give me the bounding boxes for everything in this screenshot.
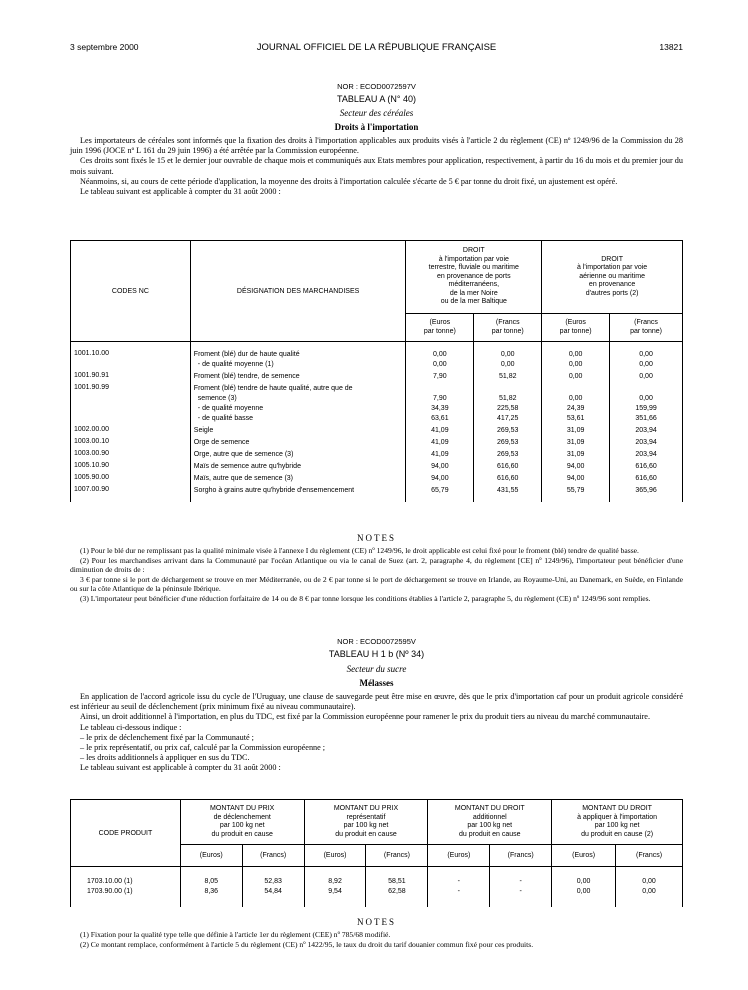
value: 51,82 xyxy=(498,395,517,402)
cell-code xyxy=(71,484,191,502)
value: 159,99 xyxy=(635,405,657,412)
value: 616,60 xyxy=(635,475,657,482)
value: 351,66 xyxy=(635,415,657,422)
cell-value xyxy=(610,436,683,448)
designation-line: - de qualité moyenne xyxy=(197,405,264,412)
value: 203,94 xyxy=(635,439,657,446)
paragraph: Ces droits sont fixés le 15 et le dernier jour ouvrable de chaque mois et communiqués aux Etats membres pour application, respectivement, à partir du 16 du mois et du premier jour du mois suivant. xyxy=(70,156,683,176)
col-header-representative-price: MONTANT DU PRIX représentatif par 100 kg net du produit en cause xyxy=(304,800,428,845)
cell-code xyxy=(71,472,191,484)
value: 34,39 xyxy=(431,405,449,412)
unit-francs: (Francs par tonne) xyxy=(610,314,683,342)
value: 0,00 xyxy=(500,351,515,358)
cell-value xyxy=(474,382,542,424)
cell-value: 0,00 xyxy=(616,867,683,888)
table-header-row xyxy=(71,800,683,845)
note: (1) Fixation pour la qualité type telle que définie à l'article 1er du règlement (CEE) nº 785/68 modifié. xyxy=(80,930,391,939)
cell-value xyxy=(406,424,474,436)
paragraph: Le tableau suivant est applicable à compter du 31 août 2000 : xyxy=(80,187,281,197)
value: 431,55 xyxy=(497,487,519,494)
value: 55,79 xyxy=(566,487,585,494)
value: 365,96 xyxy=(635,487,657,494)
cell-value xyxy=(406,460,474,472)
table-row xyxy=(71,460,683,472)
unit-francs: (Francs) xyxy=(366,845,428,867)
list-item: – le prix représentatif, ou prix caf, calculé par la Commission européenne ; xyxy=(80,743,326,753)
section1-nor: NOR : ECOD0072597V xyxy=(337,82,416,91)
cell-value xyxy=(610,424,683,436)
paragraph: En application de l'accord agricole issu du cycle de l'Uruguay, une clause de sauvegarde peut être mise en œuvre, dès que le prix d'importation caf pour un produit agricole considéré est inférieur au seuil de déclenchement (prix minimum fixé au niveau communautaire). xyxy=(70,692,683,712)
cereals-import-duties-table xyxy=(70,240,683,502)
cell-value xyxy=(406,370,474,382)
value: 269,53 xyxy=(497,427,519,434)
nc-code: 1002.00.00 xyxy=(74,426,110,433)
table-row xyxy=(71,370,683,382)
cell-value xyxy=(542,484,610,502)
designation-line: Orge de semence xyxy=(193,439,250,446)
table-row xyxy=(71,448,683,460)
section2-notes-title: NOTES xyxy=(357,917,396,927)
col-header-code-produit: CODE PRODUIT xyxy=(71,800,181,867)
col-header-designation: DÉSIGNATION DES MARCHANDISES xyxy=(190,241,406,342)
cell-value xyxy=(474,342,542,371)
value: 0,00 xyxy=(568,361,583,368)
cell-value: 8,05 xyxy=(180,867,242,888)
header-page-number: 13821 xyxy=(659,42,683,52)
table-row xyxy=(71,887,683,907)
designation-line: Froment (blé) tendre, de semence xyxy=(193,373,300,380)
cell-code xyxy=(71,382,191,424)
value: 41,09 xyxy=(431,439,449,446)
cell-value: 8,92 xyxy=(304,867,366,888)
unit-euros: (Euros) xyxy=(552,845,616,867)
note: (3) L'importateur peut bénéficier d'une réduction forfaitaire de 14 ou de 8 € par tonne lorsque les conditions établies à l'article 2, paragraphe 5, du règlement (CE) nº 1249/96 sont remplies. xyxy=(80,593,651,603)
table-header-row xyxy=(71,241,683,314)
section2-subtitle: Mélasses xyxy=(359,678,394,688)
cell-value: - xyxy=(428,887,490,907)
cell-value xyxy=(406,382,474,424)
cell-value: 0,00 xyxy=(552,887,616,907)
col-header-codes: CODES NC xyxy=(71,241,191,342)
value: 7,90 xyxy=(433,395,447,402)
cell-designation xyxy=(190,472,406,484)
cell-value: - xyxy=(490,887,552,907)
paragraph: Les importateurs de céréales sont informés que la fixation des droits à l'importation applicables aux produits visés à l'article 2 du règlement (CE) nº 1249/96 de la Commission du 28 juin 1996 (JOCE nº L 161 du 29 juin 1996) a été arrêtée par la Commission européenne. xyxy=(70,136,683,156)
cell-code: 1703.90.00 (1) xyxy=(71,887,181,907)
cell-value xyxy=(542,460,610,472)
list-item: – les droits additionnels à appliquer en sus du TDC. xyxy=(80,753,250,763)
col-header-droit-mediterranean: DROIT à l'importation par voie terrestre, fluviale ou maritime en provenance de ports méditerranéens, de la mer Noire ou de la mer Baltique xyxy=(406,241,542,314)
paragraph: Ainsi, un droit additionnel à l'importation, en plus du TDC, est fixé par la Commission européenne pour ramener le prix du produit tiers au niveau du marché communautaire. xyxy=(80,712,650,722)
value: 616,60 xyxy=(497,463,519,470)
value: 0,00 xyxy=(568,395,583,402)
value: 269,53 xyxy=(497,439,519,446)
value: 7,90 xyxy=(433,373,447,380)
designation-line: semence (3) xyxy=(197,395,237,402)
designation-line: Maïs, autre que de semence (3) xyxy=(193,475,294,482)
value: 0,00 xyxy=(433,351,447,358)
value: 41,09 xyxy=(431,427,449,434)
paragraph: Néanmoins, si, au cours de cette période d'application, la moyenne des droits à l'importation calculée s'écarte de 5 € par tonne du droit fixé, un ajustement est opéré. xyxy=(80,176,618,186)
cell-code xyxy=(71,448,191,460)
value: 0,00 xyxy=(639,361,653,368)
cell-value xyxy=(406,448,474,460)
value: 65,79 xyxy=(431,487,449,494)
cell-value xyxy=(474,424,542,436)
designation-line: Seigle xyxy=(193,427,214,434)
cell-value: 58,51 xyxy=(366,867,428,888)
unit-euros: (Euros par tonne) xyxy=(542,314,610,342)
value xyxy=(613,384,679,394)
value: 31,09 xyxy=(566,451,585,458)
value xyxy=(477,384,538,394)
cell-value: 8,36 xyxy=(180,887,242,907)
molasses-table xyxy=(70,799,683,907)
section1-notes xyxy=(70,546,683,604)
cell-value: 9,54 xyxy=(304,887,366,907)
list-item: – le prix de déclenchement fixé par la Communauté ; xyxy=(80,732,254,742)
unit-francs: (Francs) xyxy=(490,845,552,867)
value: 203,94 xyxy=(635,451,657,458)
note: (1) Pour le blé dur ne remplissant pas la qualité minimale visée à l'annexe I du règlement (CE) nº 1249/96, le droit applicable est celui fixé pour le froment (blé) tendre de qualité basse. xyxy=(80,546,639,555)
value: 225,58 xyxy=(497,405,519,412)
section1-notes-title: NOTES xyxy=(357,533,396,543)
value: 94,00 xyxy=(431,475,449,482)
value: 616,60 xyxy=(497,475,519,482)
cell-value xyxy=(474,448,542,460)
table-row xyxy=(71,436,683,448)
col-header-additional-duty: MONTANT DU DROIT additionnel par 100 kg net du produit en cause xyxy=(428,800,552,845)
cell-value xyxy=(610,370,683,382)
value: 0,00 xyxy=(639,395,653,402)
cell-value xyxy=(542,448,610,460)
cell-value: - xyxy=(490,867,552,888)
cell-value xyxy=(610,472,683,484)
section2-sector: Secteur du sucre xyxy=(346,664,407,674)
section2-notes xyxy=(70,930,683,949)
cell-code xyxy=(71,460,191,472)
cell-code xyxy=(71,370,191,382)
cell-value xyxy=(406,342,474,371)
value: 417,25 xyxy=(497,415,519,422)
cell-designation xyxy=(190,382,406,424)
section1-subtitle: Droits à l'importation xyxy=(334,122,419,132)
table-row xyxy=(71,484,683,502)
cell-value xyxy=(610,382,683,424)
cell-value: 0,00 xyxy=(552,867,616,888)
unit-euros: (Euros) xyxy=(304,845,366,867)
designation-line: - de qualité moyenne (1) xyxy=(197,361,274,368)
nc-code: 1005.10.90 xyxy=(74,462,110,469)
cell-code xyxy=(71,342,191,371)
value: 94,00 xyxy=(566,475,585,482)
value: 63,61 xyxy=(431,415,449,422)
value: 94,00 xyxy=(431,463,449,470)
table-row xyxy=(71,424,683,436)
value: 51,82 xyxy=(498,373,517,380)
cell-value: 54,84 xyxy=(242,887,304,907)
cell-value xyxy=(610,460,683,472)
value: 0,00 xyxy=(568,373,583,380)
section2-intro xyxy=(70,692,683,774)
cell-value xyxy=(474,484,542,502)
cell-value xyxy=(610,342,683,371)
value: 0,00 xyxy=(639,351,653,358)
table-row xyxy=(71,342,683,371)
paragraph: Le tableau ci-dessous indique : xyxy=(80,722,182,732)
designation-line: - de qualité basse xyxy=(197,415,254,422)
cell-code xyxy=(71,436,191,448)
note: (2) Ce montant remplace, conformément à l'article 5 du règlement (CE) nº 1422/95, le taux du droit du tarif douanier commun fixé pour ces produits. xyxy=(80,939,534,949)
cell-value xyxy=(542,342,610,371)
cell-value xyxy=(474,436,542,448)
section1-title: TABLEAU A (N° 40) xyxy=(337,94,416,104)
value: 269,53 xyxy=(497,451,519,458)
cell-value xyxy=(542,370,610,382)
cell-code: 1703.10.00 (1) xyxy=(71,867,181,888)
value: 0,00 xyxy=(433,361,447,368)
col-header-droit-other-ports: DROIT à l'importation par voie aérienne ou maritime en provenance d'autres ports (2) xyxy=(542,241,683,314)
table-row xyxy=(71,382,683,424)
cell-designation xyxy=(190,370,406,382)
nc-code: 1003.00.90 xyxy=(74,450,110,457)
unit-francs: (Francs) xyxy=(616,845,683,867)
designation-line: Orge, autre que de semence (3) xyxy=(193,451,294,458)
note: (2) Pour les marchandises arrivant dans la Communauté par l'océan Atlantique ou via le canal de Suez (art. 2, paragraphe 4, du règlement [CE] nº 1249/96), l'importateur peut bénéficier d'une diminution de droits de : xyxy=(70,555,683,575)
col-header-trigger-price: MONTANT DU PRIX de déclenchement par 100 kg net du produit en cause xyxy=(180,800,304,845)
value: 31,09 xyxy=(566,427,585,434)
nc-code: 1003.00.10 xyxy=(74,438,110,445)
table-row xyxy=(71,867,683,888)
cell-value xyxy=(610,484,683,502)
designation-line: Maïs de semence autre qu'hybride xyxy=(193,463,301,470)
cell-designation xyxy=(190,484,406,502)
cell-designation xyxy=(190,436,406,448)
unit-euros: (Euros par tonne) xyxy=(406,314,474,342)
cell-value xyxy=(406,436,474,448)
cell-value xyxy=(542,424,610,436)
cell-value xyxy=(542,472,610,484)
cell-value xyxy=(474,370,542,382)
cell-value xyxy=(542,436,610,448)
value: 31,09 xyxy=(566,439,585,446)
value: 203,94 xyxy=(635,427,657,434)
section2-nor: NOR : ECOD0072595V xyxy=(337,637,416,646)
cell-value xyxy=(610,448,683,460)
header-journal-title: JOURNAL OFFICIEL DE LA RÉPUBLIQUE FRANÇAISE xyxy=(256,42,497,53)
nc-code: 1001.10.00 xyxy=(74,350,110,357)
cell-value xyxy=(474,472,542,484)
header-date: 3 septembre 2000 xyxy=(70,42,139,52)
value: 0,00 xyxy=(568,351,583,358)
unit-euros: (Euros) xyxy=(180,845,242,867)
nc-code: 1001.90.99 xyxy=(74,384,110,391)
value: 41,09 xyxy=(431,451,449,458)
cell-designation xyxy=(190,460,406,472)
section1-intro xyxy=(70,136,683,197)
col-header-import-duty: MONTANT DU DROIT à appliquer à l'importation par 100 kg net du produit en cause (2) xyxy=(552,800,683,845)
value: 0,00 xyxy=(500,361,515,368)
designation-line: Froment (blé) tendre de haute qualité, autre que de xyxy=(193,385,353,392)
cell-value xyxy=(474,460,542,472)
unit-francs: (Francs) xyxy=(242,845,304,867)
value xyxy=(409,384,470,394)
nc-code: 1005.90.00 xyxy=(74,474,110,481)
cell-value: 62,58 xyxy=(366,887,428,907)
value: 24,39 xyxy=(566,405,585,412)
designation-line: Sorgho à grains autre qu'hybride d'ensemencement xyxy=(193,487,355,494)
cell-designation xyxy=(190,342,406,371)
unit-francs: (Francs par tonne) xyxy=(474,314,542,342)
value: 616,60 xyxy=(635,463,657,470)
designation-line: Froment (blé) dur de haute qualité xyxy=(193,351,300,358)
value: 94,00 xyxy=(566,463,585,470)
section1-sector: Secteur des céréales xyxy=(339,108,414,118)
value: 0,00 xyxy=(639,373,653,380)
cell-value xyxy=(542,382,610,424)
note: 3 € par tonne si le port de déchargement se trouve en mer Méditerranée, ou de 2 € par tonne si le port de déchargement se trouve en Irlande, au Royaume-Uni, au Danemark, en Suède, en Finlande ou sur la côte Atlantique de la péninsule Ibérique. xyxy=(70,574,683,594)
unit-euros: (Euros) xyxy=(428,845,490,867)
cell-code xyxy=(71,424,191,436)
table-row xyxy=(71,472,683,484)
cell-designation xyxy=(190,424,406,436)
cell-value: - xyxy=(428,867,490,888)
cell-value xyxy=(406,484,474,502)
cell-value: 52,83 xyxy=(242,867,304,888)
cell-value xyxy=(406,472,474,484)
value: 53,61 xyxy=(566,415,585,422)
cell-designation xyxy=(190,448,406,460)
cell-value: 0,00 xyxy=(616,887,683,907)
value xyxy=(545,384,606,394)
paragraph: Le tableau suivant est applicable à compter du 31 août 2000 : xyxy=(80,763,281,773)
section2-title: TABLEAU H 1 b (Nº 34) xyxy=(328,649,425,659)
nc-code: 1007.00.90 xyxy=(74,486,110,493)
nc-code: 1001.90.91 xyxy=(74,372,110,379)
